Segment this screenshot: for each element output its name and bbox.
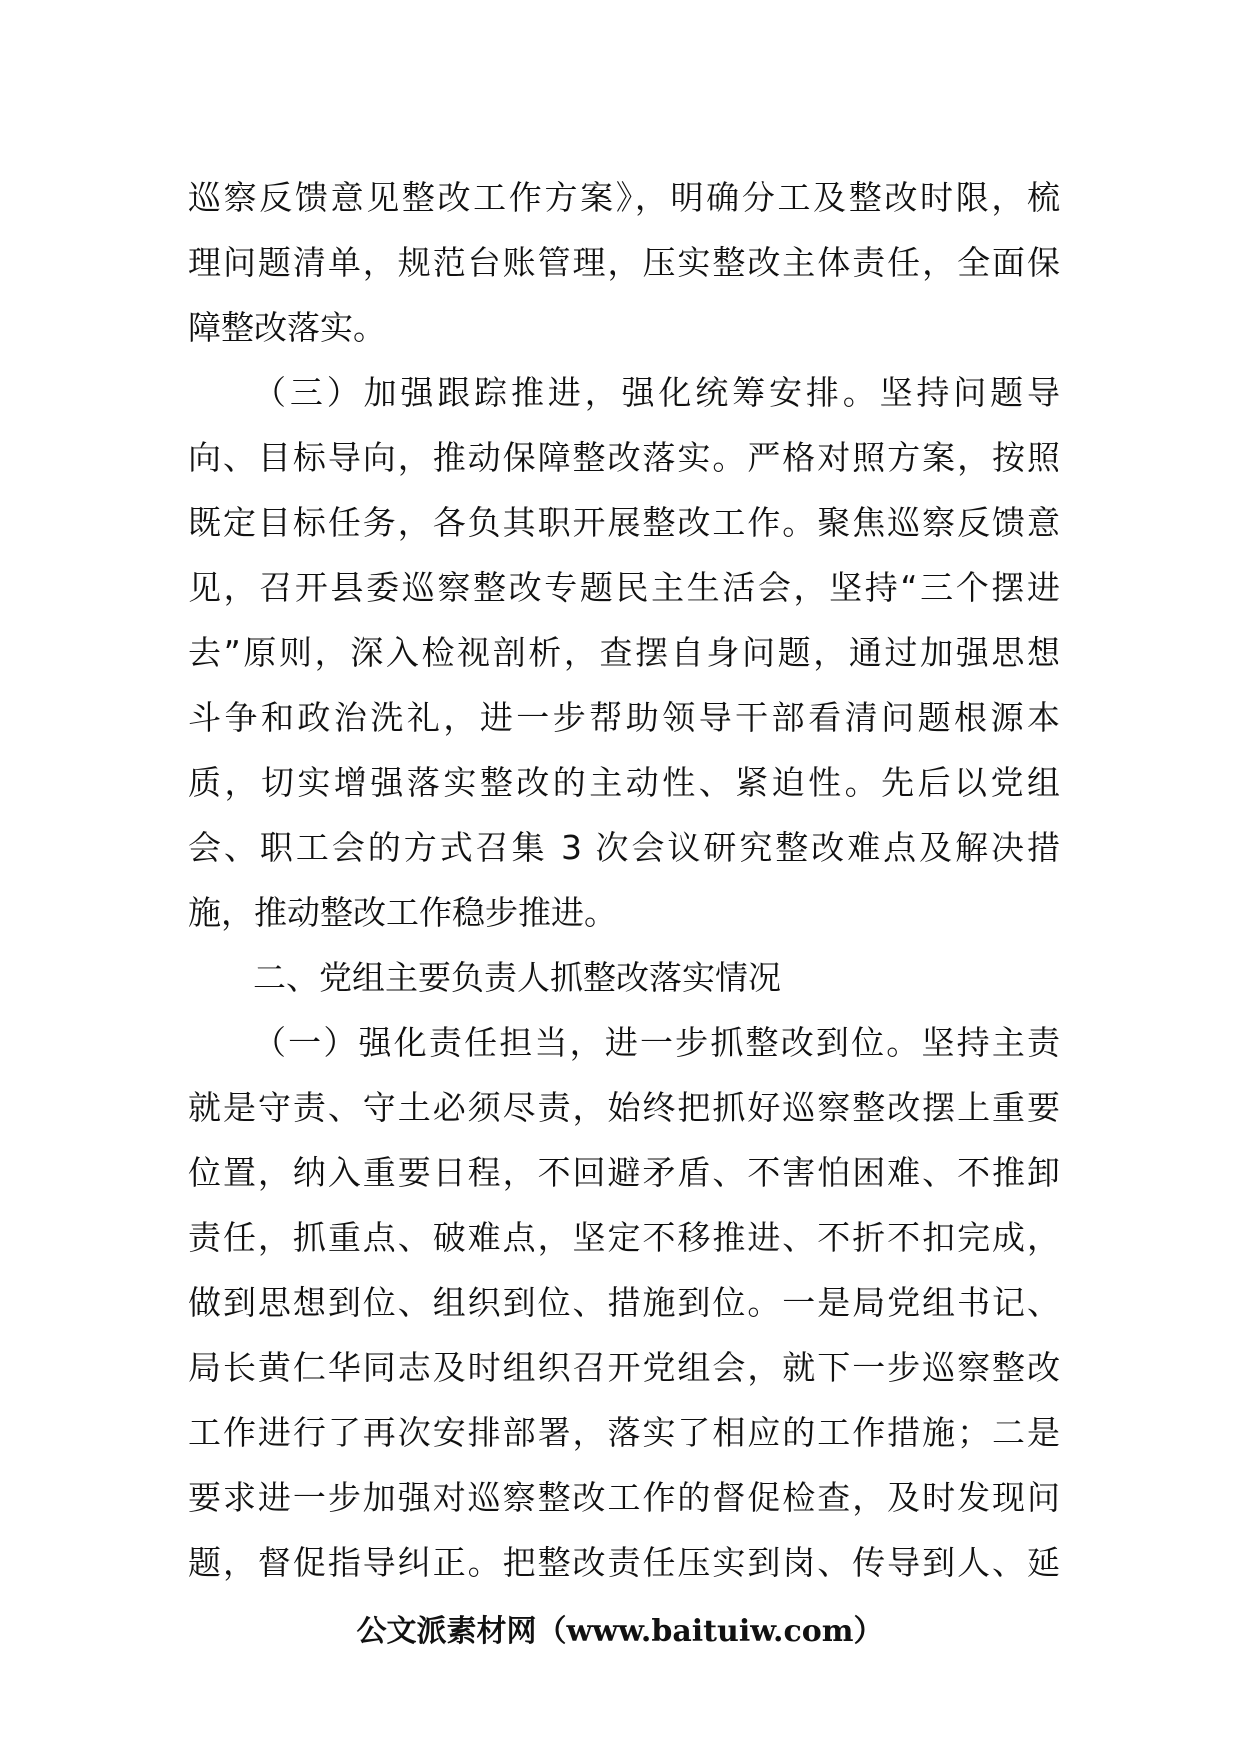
text-line: 障整改落实。: [188, 308, 386, 347]
paragraph: [188, 1010, 1060, 1595]
text-line: 做到思想到位、组织到位、措施到位。一是局党组书记、: [188, 1283, 1060, 1322]
text-line: 施，推动整改工作稳步推进。: [188, 893, 617, 932]
text-line: 去”原则，深入检视剖析，查摆自身问题，通过加强思想: [188, 633, 1060, 672]
text-line: 二、党组主要负责人抓整改落实情况: [253, 958, 781, 997]
text-line: （三）加强跟踪推进，强化统筹安排。坚持问题导: [253, 373, 1060, 412]
text-line: 既定目标任务，各负其职开展整改工作。聚焦巡察反馈意: [188, 503, 1060, 542]
text-line: （一）强化责任担当，进一步抓整改到位。坚持主责: [253, 1023, 1060, 1062]
text-line: 巡察反馈意见整改工作方案》，明确分工及整改时限，梳: [188, 178, 1060, 217]
text-line: 向、目标导向，推动保障整改落实。严格对照方案，按照: [188, 438, 1060, 477]
document-body: [188, 165, 1060, 1595]
text-line: 就是守责、守土必须尽责，始终把抓好巡察整改摆上重要: [188, 1088, 1060, 1127]
text-line: 要求进一步加强对巡察整改工作的督促检查，及时发现问: [188, 1478, 1060, 1517]
text-line: 局长黄仁华同志及时组织召开党组会，就下一步巡察整改: [188, 1348, 1060, 1387]
text-line: 位置，纳入重要日程，不回避矛盾、不害怕困难、不推卸: [188, 1153, 1060, 1192]
text-line: 责任，抓重点、破难点，坚定不移推进、不折不扣完成，: [188, 1218, 1060, 1257]
paragraph: [188, 165, 1060, 360]
footer-watermark: 公文派素材网（www.baituiw.com）: [356, 1614, 884, 1649]
text-line: 题，督促指导纠正。把整改责任压实到岗、传导到人、延: [188, 1543, 1060, 1582]
text-line: 会、职工会的方式召集 3 次会议研究整改难点及解决措: [188, 828, 1060, 867]
text-line: 斗争和政治洗礼，进一步帮助领导干部看清问题根源本: [188, 698, 1060, 737]
section-heading: [188, 945, 1060, 1010]
text-line: 工作进行了再次安排部署，落实了相应的工作措施；二是: [188, 1413, 1060, 1452]
text-line: 理问题清单，规范台账管理，压实整改主体责任，全面保: [188, 243, 1060, 282]
paragraph: [188, 360, 1060, 945]
text-line: 质，切实增强落实整改的主动性、紧迫性。先后以党组: [188, 763, 1060, 802]
text-line: 见，召开县委巡察整改专题民主生活会，坚持“三个摆进: [188, 568, 1060, 607]
